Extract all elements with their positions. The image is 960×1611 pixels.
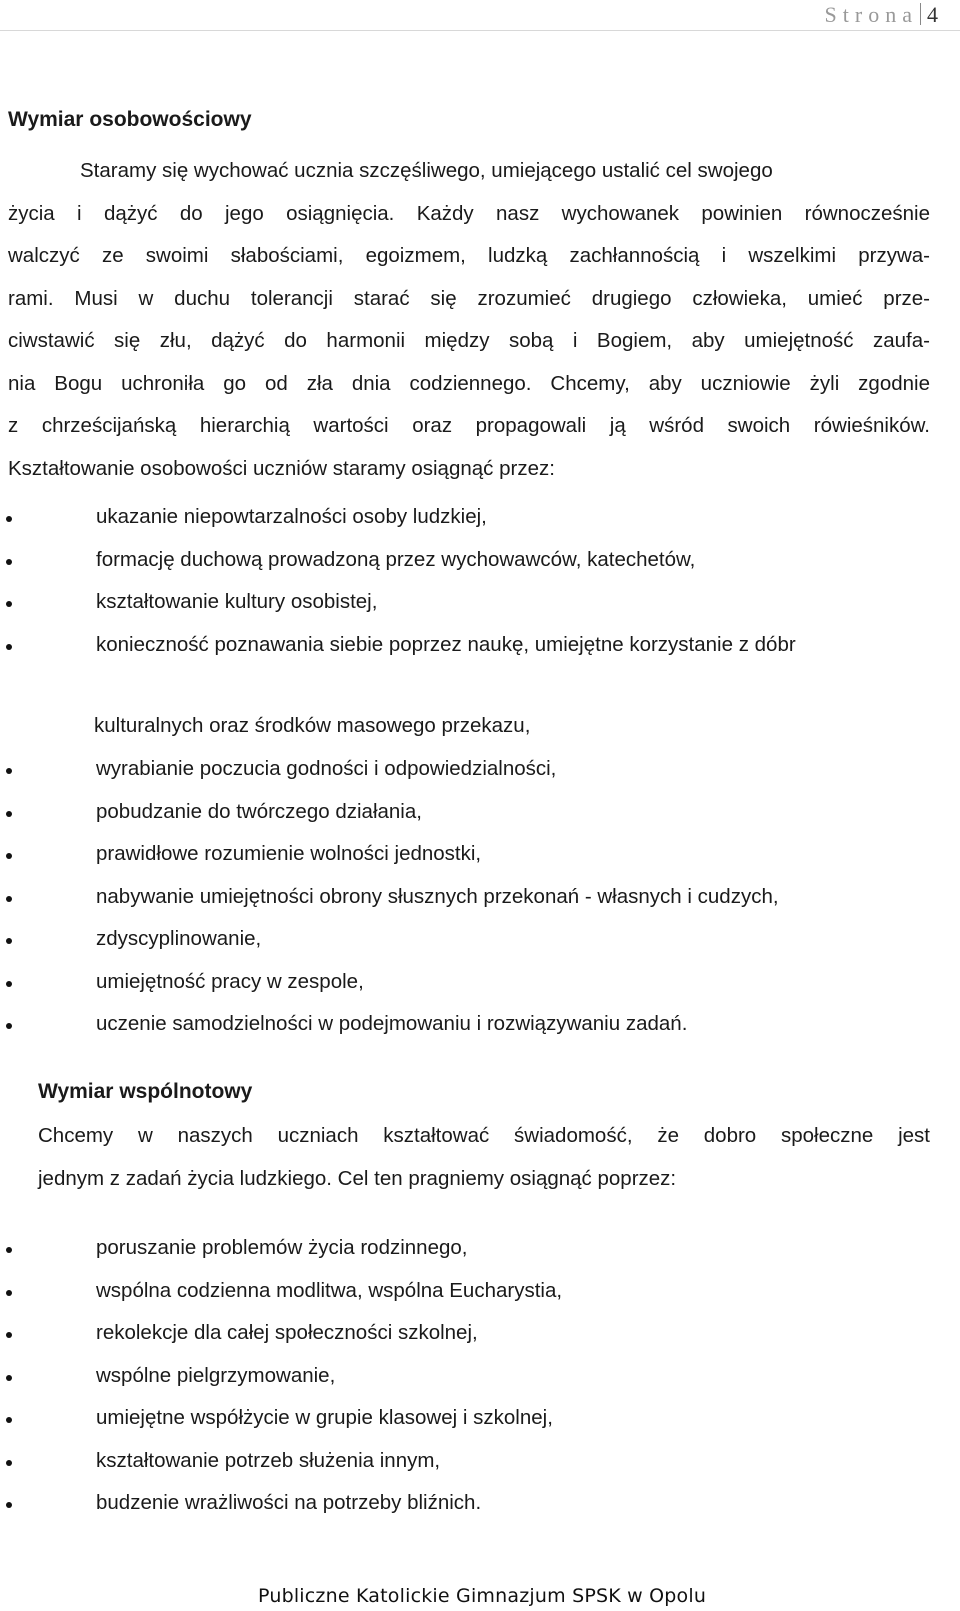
list-item: kształtowanie potrzeb służenia innym, [0,1440,960,1483]
header-separator [920,3,921,25]
bullet-icon [6,896,12,902]
list-item: prawidłowe rozumienie wolności jednostki, [0,833,960,876]
section-heading-community: Wymiar wspólnotowy [38,1080,253,1103]
bullet-icon [6,1375,12,1381]
personal-bullet-list-a [0,496,960,666]
community-bullet-list [0,1227,960,1525]
bullet-icon [6,1417,12,1423]
bullet-icon [6,644,12,650]
paragraph-line: Kształtowanie osobowości uczniów staramy osiągnąć przez: [8,456,555,480]
paragraph-line: Staramy się wychować ucznia szczęśliwego, umiejącego ustalić cel swojego [80,159,773,182]
page-number-label [825,2,938,28]
bullet-icon [6,1460,12,1466]
bullet-icon [6,559,12,565]
list-item: kształtowanie kultury osobistej, [0,581,960,624]
bullet-icon [6,1290,12,1296]
list-item: pobudzanie do twórczego działania, [0,791,960,834]
paragraph-line: walczyć ze swoimi słabościami, egoizmem, ludzką zachłannością i wszelkimi przywa- [8,244,930,267]
bullet-icon [6,981,12,987]
list-item: umiejętność pracy w zespole, [0,961,960,1004]
bullet-icon [6,853,12,859]
bullet-icon [6,1023,12,1029]
list-item: nabywanie umiejętności obrony słusznych przekonań - własnych i cudzych, [0,876,960,919]
bullet-icon [6,938,12,944]
list-item: wspólne pielgrzymowanie, [0,1355,960,1398]
bullet-icon [6,768,12,774]
paragraph-line: życia i dążyć do jego osiągnięcia. Każdy nasz wychowanek powinien równocześnie [8,201,930,225]
list-item: formację duchową prowadzoną przez wychowawców, katechetów, [0,539,960,582]
bullet-icon [6,811,12,817]
list-item: poruszanie problemów życia rodzinnego, [0,1227,960,1270]
personal-bullet-list-b [0,748,960,1046]
bullet-icon [6,1332,12,1338]
paragraph-line: nia Bogu uchroniła go od zła dnia codziennego. Chcemy, aby uczniowie żyli zgodnie [8,371,930,395]
list-item: budzenie wrażliwości na potrzeby bliźnich. [0,1482,960,1525]
page-footer: Publiczne Katolickie Gimnazjum SPSK w Opolu [258,1585,707,1607]
bullet-icon [6,1502,12,1508]
list-item: konieczność poznawania siebie poprzez naukę, umiejętne korzystanie z dóbr [0,624,960,667]
page-number: 4 [927,2,938,27]
page-label: Strona [824,2,918,27]
bullet-icon [6,601,12,607]
section-paragraph-personal [8,150,930,490]
page-header [0,0,960,40]
bullet-icon [6,516,12,522]
section-paragraph-community [38,1115,930,1200]
list-item: umiejętne współżycie w grupie klasowej i szkolnej, [0,1397,960,1440]
paragraph-line: ciwstawić się złu, dążyć do harmonii między sobą i Bogiem, aby umiejętność zaufa- [8,329,930,352]
list-item: rekolekcje dla całej społeczności szkolnej, [0,1312,960,1355]
paragraph-line: Chcemy w naszych uczniach kształtować świadomość, że dobro społeczne jest [38,1124,930,1147]
list-item: zdyscyplinowanie, [0,918,960,961]
list-item: ukazanie niepowtarzalności osoby ludzkiej, [0,496,960,539]
paragraph-line: rami. Musi w duchu tolerancji starać się zrozumieć drugiego człowieka, umieć prze- [8,286,930,310]
section-heading-personal: Wymiar osobowościowy [8,108,252,131]
list-item-continuation: kulturalnych oraz środków masowego przekazu, [94,714,531,737]
header-divider [0,30,960,31]
list-item: wspólna codzienna modlitwa, wspólna Eucharystia, [0,1270,960,1313]
list-item: uczenie samodzielności w podejmowaniu i rozwiązywaniu zadań. [0,1003,960,1046]
bullet-icon [6,1247,12,1253]
paragraph-line: jednym z zadań życia ludzkiego. Cel ten pragniemy osiągnąć poprzez: [38,1166,677,1190]
list-item: wyrabianie poczucia godności i odpowiedzialności, [0,748,960,791]
paragraph-line: z chrześcijańską hierarchią wartości oraz propagowali ją wśród swoich rówieśników. [8,414,930,437]
